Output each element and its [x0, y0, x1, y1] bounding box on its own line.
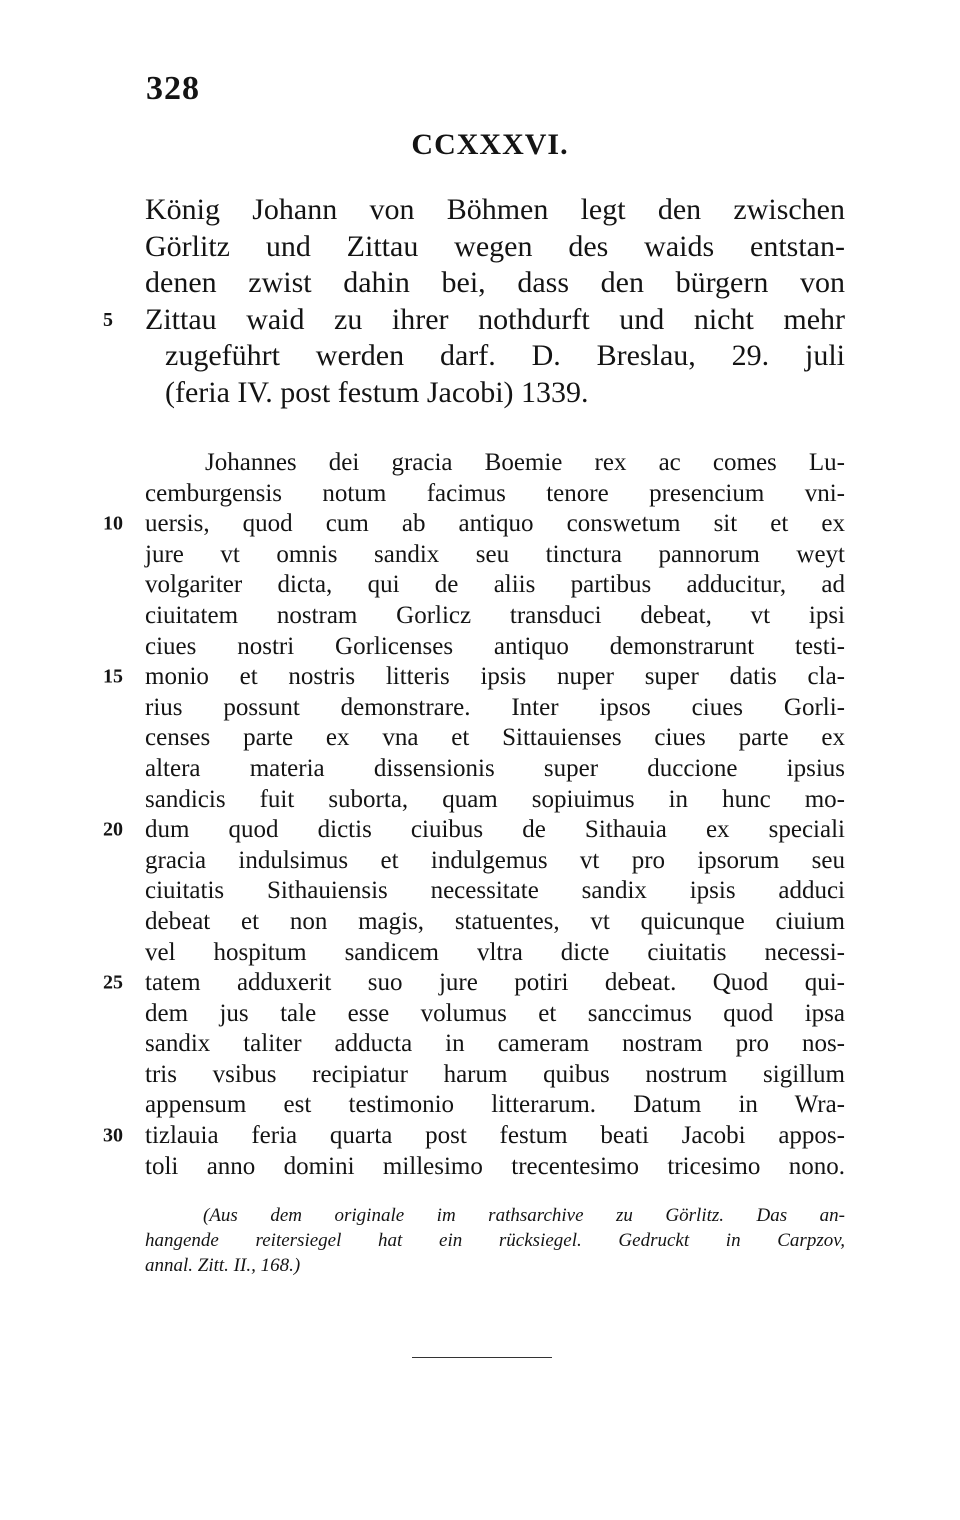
- line-number: 20: [103, 819, 123, 842]
- summary-line-text: Görlitz und Zittau wegen des waids entstan-: [145, 229, 845, 263]
- text-line-content: gracia indulsimus et indulgemus vt pro ipsorum seu: [145, 846, 845, 874]
- text-line-content: cemburgensis notum facimus tenore presencium vni-: [145, 479, 845, 507]
- text-line: [145, 754, 845, 785]
- text-line: [145, 1029, 845, 1060]
- summary-line: [145, 375, 845, 412]
- text-line: [145, 570, 845, 601]
- text-line-content: vel hospitum sandicem vltra dicte ciuitatis necessi-: [145, 938, 845, 966]
- line-number: 30: [103, 1125, 123, 1148]
- text-line: [145, 479, 845, 510]
- line-number: 5: [103, 308, 113, 331]
- text-line-content: sandicis fuit suborta, quam sopiuimus in hunc mo-: [145, 785, 845, 813]
- text-line: [145, 540, 845, 571]
- text-line-content: tris vsibus recipiatur harum quibus nostrum sigillum: [145, 1060, 845, 1088]
- text-line: [145, 448, 845, 479]
- regest-summary: [103, 192, 845, 411]
- summary-line: [145, 338, 845, 375]
- charter-text: [103, 448, 845, 1213]
- text-line-content: debeat et non magis, statuentes, vt quicunque ciuium: [145, 907, 845, 935]
- line-number: 10: [103, 513, 123, 536]
- text-line: [103, 509, 845, 540]
- text-line-content: appensum est testimonio litterarum. Datum in Wra-: [145, 1091, 845, 1119]
- text-line: [145, 693, 845, 724]
- text-line: [145, 632, 845, 663]
- summary-line: [145, 229, 845, 266]
- summary-line-text: denen zwist dahin bei, dass den bürgern von: [145, 266, 845, 299]
- text-line-content: tatem adduxerit suo jure potiri debeat. Quod qui-: [145, 969, 845, 997]
- summary-line-text: König Johann von Böhmen legt den zwischen: [145, 193, 845, 226]
- text-line-content: ciues nostri Gorlicenses antiquo demonstrarunt testi-: [145, 632, 845, 660]
- text-line-content: toli anno domini millesimo trecentesimo tricesimo nono.: [145, 1152, 845, 1180]
- document-number-heading: CCXXXVI.: [411, 128, 569, 161]
- text-line: [145, 723, 845, 754]
- text-line: [103, 815, 845, 846]
- text-line: [145, 601, 845, 632]
- text-line-content: monio et nostris litteris ipsis nuper super datis cla-: [145, 663, 845, 691]
- text-line-content: rius possunt demonstrare. Inter ipsos ciues Gorli-: [145, 693, 845, 721]
- text-line-content: jure vt omnis sandix seu tinctura pannorum weyt: [145, 540, 845, 568]
- text-line: [145, 1060, 845, 1091]
- text-line: [145, 1090, 845, 1121]
- page-number: 328: [146, 70, 200, 107]
- text-line: [145, 1152, 845, 1183]
- summary-line-text: (feria IV. post festum Jacobi) 1339.: [165, 375, 589, 409]
- line-number: 25: [103, 972, 123, 995]
- text-line-content: volgariter dicta, qui de aliis partibus adducitur, ad: [145, 571, 845, 599]
- summary-line: [145, 265, 845, 302]
- text-line: [145, 785, 845, 816]
- text-line: [103, 968, 845, 999]
- text-line-content: uersis, quod cum ab antiquo conswetum sit et ex: [145, 510, 845, 538]
- text-line-content: altera materia dissensionis super duccione ipsius: [145, 754, 845, 782]
- text-line-content: dum quod dictis ciuibus de Sithauia ex speciali: [145, 816, 845, 844]
- line-number: 15: [103, 666, 123, 689]
- text-line-content: censes parte ex vna et Sittauienses ciues parte ex: [145, 724, 845, 752]
- text-line-content: tizlauia feria quarta post festum beati Jacobi appos-: [145, 1122, 845, 1150]
- text-line-content: ciuitatis Sithauiensis necessitate sandix ipsis adduci: [145, 877, 845, 905]
- text-line-content: Johannes dei gracia Boemie rex ac comes Lu-: [205, 449, 845, 476]
- text-line: [145, 876, 845, 907]
- source-note: [145, 1203, 845, 1278]
- text-line: [103, 662, 845, 693]
- summary-line: [103, 302, 845, 339]
- summary-line-text: Zittau waid zu ihrer nothdurft und nicht mehr: [145, 302, 845, 336]
- note-line: hangende reitersiegel hat ein rücksiegel. Gedruckt in Carpzov,: [145, 1230, 845, 1251]
- text-line-content: sandix taliter adducta in cameram nostram pro nos-: [145, 1030, 845, 1058]
- text-line: [145, 938, 845, 969]
- end-rule: [412, 1357, 552, 1358]
- note-line: annal. Zitt. II., 168.): [145, 1255, 301, 1276]
- text-line: [145, 846, 845, 877]
- summary-line-text: zugeführt werden darf. D. Breslau, 29. juli: [165, 339, 845, 372]
- text-line-content: ciuitatem nostram Gorlicz transduci debeat, vt ipsi: [145, 601, 845, 629]
- note-line: (Aus dem originale im rathsarchive zu Görlitz. Das an-: [203, 1205, 845, 1226]
- text-line: [145, 999, 845, 1030]
- text-line-content: dem jus tale esse volumus et sanccimus quod ipsa: [145, 999, 845, 1027]
- text-line: [103, 1121, 845, 1152]
- summary-line: [145, 192, 845, 229]
- text-line: [145, 907, 845, 938]
